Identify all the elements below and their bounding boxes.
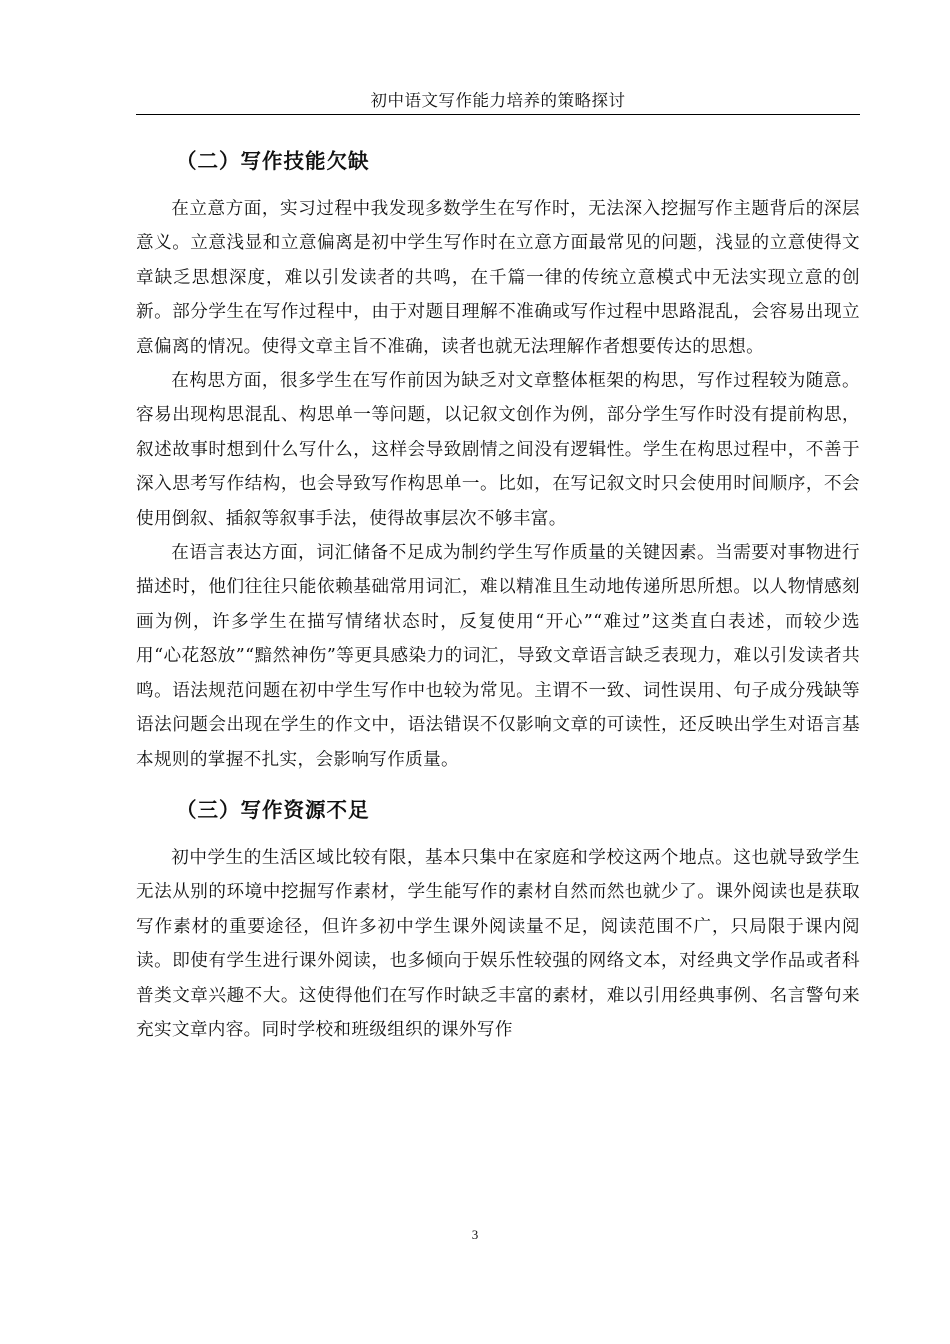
document-body: [136, 138, 860, 1047]
page-header: 初中语文写作能力培养的策略探讨: [136, 88, 860, 115]
paragraph-language: 在语言表达方面，词汇储备不足成为制约学生写作质量的关键因素。当需要对事物进行描述时，他们往往只能依赖基础常用词汇，难以精准且生动地传递所思所想。以人物情感刻画为例，许多学生在描写情绪状态时，反复使用“开心”“难过”这类直白表述，而较少选用“心花怒放”“黯然神伤”等更具感染力的词汇，导致文章语言缺乏表现力，难以引发读者共鸣。语法规范问题在初中学生写作中也较为常见。主谓不一致、词性误用、句子成分残缺等语法问题会出现在学生的作文中，语法错误不仅影响文章的可读性，还反映出学生对语言基本规则的掌握不扎实，会影响写作质量。: [136, 543, 860, 770]
paragraph-resources: 初中学生的生活区域比较有限，基本只集中在家庭和学校这两个地点。这也就导致学生无法从别的环境中挖掘写作素材，学生能写作的素材自然而然也就少了。课外阅读也是获取写作素材的重要途径，但许多初中学生课外阅读量不足，阅读范围不广，只局限于课内阅读。即使有学生进行课外阅读，也多倾向于娱乐性较强的网络文本，对经典文学作品或者科普类文章兴趣不大。这使得他们在写作时缺乏丰富的素材，难以引用经典事例、名言警句来充实文章内容。同时学校和班级组织的课外写作: [136, 847, 860, 1040]
section-heading-skills: （二）写作技能欠缺: [176, 149, 370, 173]
section-heading-resources: （三）写作资源不足: [176, 797, 370, 822]
paragraph-structure: 在构思方面，很多学生在写作前因为缺乏对文章整体框架的构思，写作过程较为随意。容易出现构思混乱、构思单一等问题，以记叙文创作为例，部分学生写作时没有提前构思，叙述故事时想到什么写什么，这样会导致剧情之间没有逻辑性。学生在构思过程中，不善于深入思考写作结构，也会导致写作构思单一。比如，在写记叙文时只会使用时间顺序，不会使用倒叙、插叙等叙事手法，使得故事层次不够丰富。: [136, 371, 860, 529]
page-number: 3: [471, 1227, 479, 1242]
paragraph-conception-theme: 在立意方面，实习过程中我发现多数学生在写作时，无法深入挖掘写作主题背后的深层意义。立意浅显和立意偏离是初中学生写作时在立意方面最常见的问题，浅显的立意使得文章缺乏思想深度，难以引发读者的共鸣，在千篇一律的传统立意模式中无法实现立意的创新。部分学生在写作过程中，由于对题目理解不准确或写作过程中思路混乱，会容易出现立意偏离的情况。使得文章主旨不准确，读者也就无法理解作者想要传达的思想。: [136, 199, 860, 357]
